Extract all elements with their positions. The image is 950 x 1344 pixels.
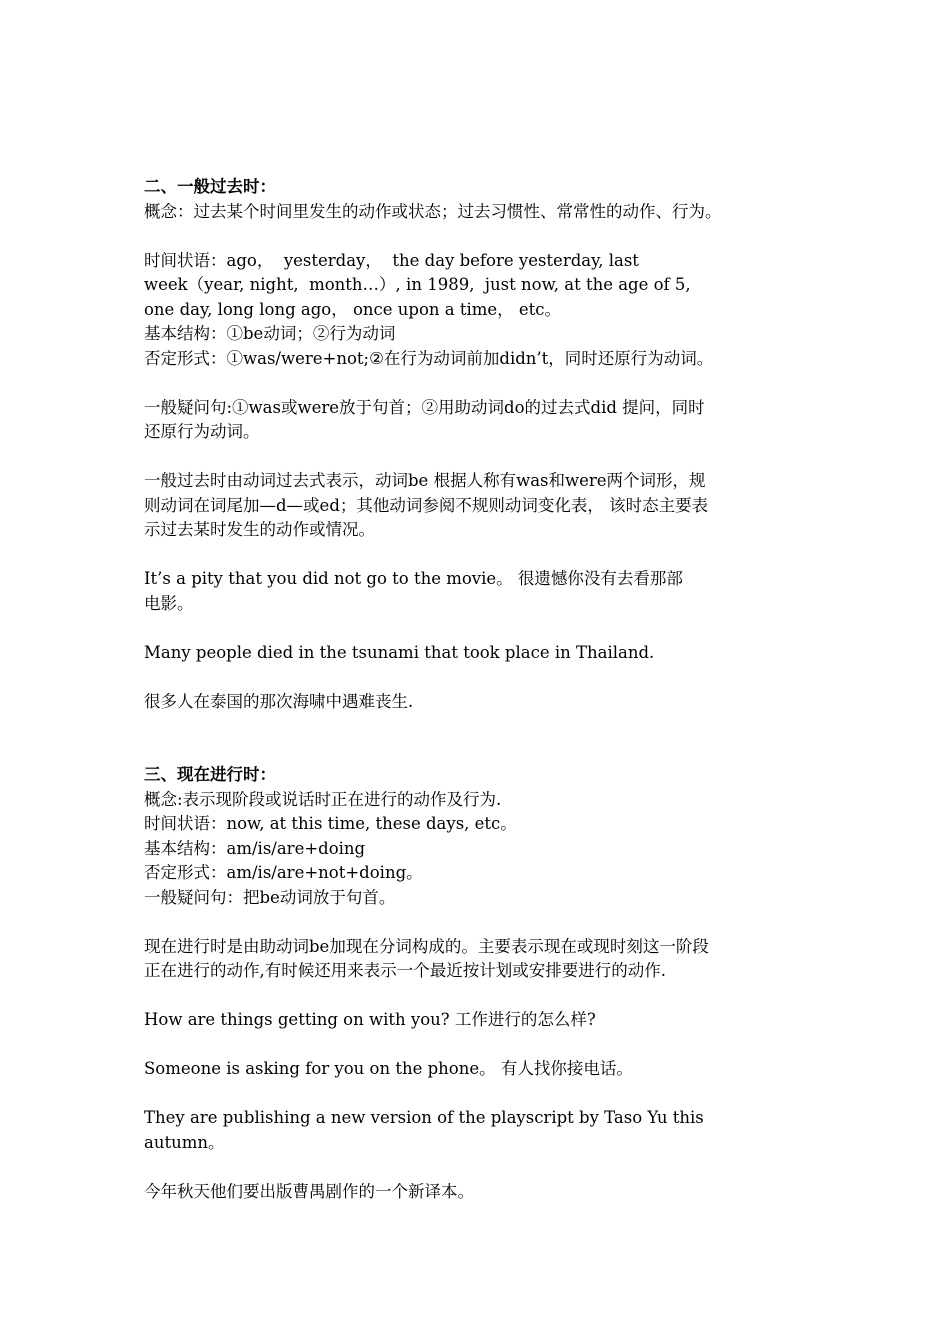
time-adverbials-line: 时间状语：now, at this time, these days, etc。	[144, 814, 517, 833]
section-heading-past-tense: 二、一般过去时：	[144, 177, 276, 196]
example-line: It’s a pity that you did not go to the movie。 很遗憾你没有去看那部	[144, 569, 683, 588]
structure-line: 基本结构：am/is/are+doing	[144, 838, 366, 858]
spacer	[144, 910, 824, 935]
spacer	[144, 445, 824, 470]
time-adverbials-line-1: 时间状语：ago， yesterday， the day before yesterday, last	[144, 250, 639, 270]
spacer	[144, 1082, 824, 1107]
question-form-line-2: 还原行为动词。	[144, 422, 260, 441]
explanation-line-1: 现在进行时是由助动词be加现在分词构成的。主要表示现在或现时刻这一阶段	[144, 936, 709, 956]
spacer	[144, 1033, 824, 1058]
time-adverbials-line-3: one day, long long ago， once upon a time， etc。	[144, 299, 562, 319]
explanation-line-1: 一般过去时由动词过去式表示，动词be 根据人称有was和were两个词形，规	[144, 471, 706, 490]
document-page	[144, 175, 824, 1204]
spacer	[144, 1155, 824, 1180]
time-adverbials-line-2: week（year, night, month…）, in 1989, just now, at the age of 5,	[144, 275, 691, 294]
example-line: Someone is asking for you on the phone。 有人找你接电话。	[144, 1059, 633, 1078]
spacer	[144, 543, 824, 568]
explanation-line-2: 则动词在词尾加—d—或ed；其他动词参阅不规则动词变化表， 该时态主要表	[144, 495, 709, 515]
concept-line: 概念：过去某个时间里发生的动作或状态；过去习惯性、常常性的动作、行为。	[144, 201, 722, 221]
question-form-line: 一般疑问句：把be动词放于句首。	[144, 887, 396, 907]
spacer	[144, 984, 824, 1009]
section-heading-present-progressive: 三、现在进行时：	[144, 765, 276, 784]
spacer	[144, 714, 824, 763]
spacer	[144, 224, 824, 249]
example-line: 电影。	[144, 593, 194, 613]
structure-line: 基本结构：①be动词；②行为动词	[144, 324, 396, 343]
spacer	[144, 371, 824, 396]
negative-form-line: 否定形式：am/is/are+not+doing。	[144, 863, 423, 882]
explanation-line-3: 示过去某时发生的动作或情况。	[144, 520, 375, 539]
spacer	[144, 665, 824, 690]
example-chinese-line: 很多人在泰国的那次海啸中遇难丧生.	[144, 691, 414, 711]
negative-form-line: 否定形式：①was/were+not;②在行为动词前加didn’t，同时还原行为动词。	[144, 348, 714, 368]
concept-line: 概念:表示现阶段或说话时正在进行的动作及行为.	[144, 789, 502, 809]
spacer	[144, 616, 824, 641]
explanation-line-2: 正在进行的动作,有时候还用来表示一个最近按计划或安排要进行的动作.	[144, 961, 666, 980]
example-english-line: Many people died in the tsunami that took place in Thailand.	[144, 642, 655, 662]
example-chinese-line: 今年秋天他们要出版曹禺剧作的一个新译本。	[144, 1181, 474, 1201]
example-line: How are things getting on with you? 工作进行的怎么样?	[144, 1010, 596, 1029]
example-english-line-2: autumn。	[144, 1132, 225, 1152]
example-english-line-1: They are publishing a new version of the playscript by Taso Yu this	[144, 1108, 704, 1127]
question-form-line-1: 一般疑问句:①was或were放于句首；②用助动词do的过去式did 提问，同时	[144, 397, 705, 417]
